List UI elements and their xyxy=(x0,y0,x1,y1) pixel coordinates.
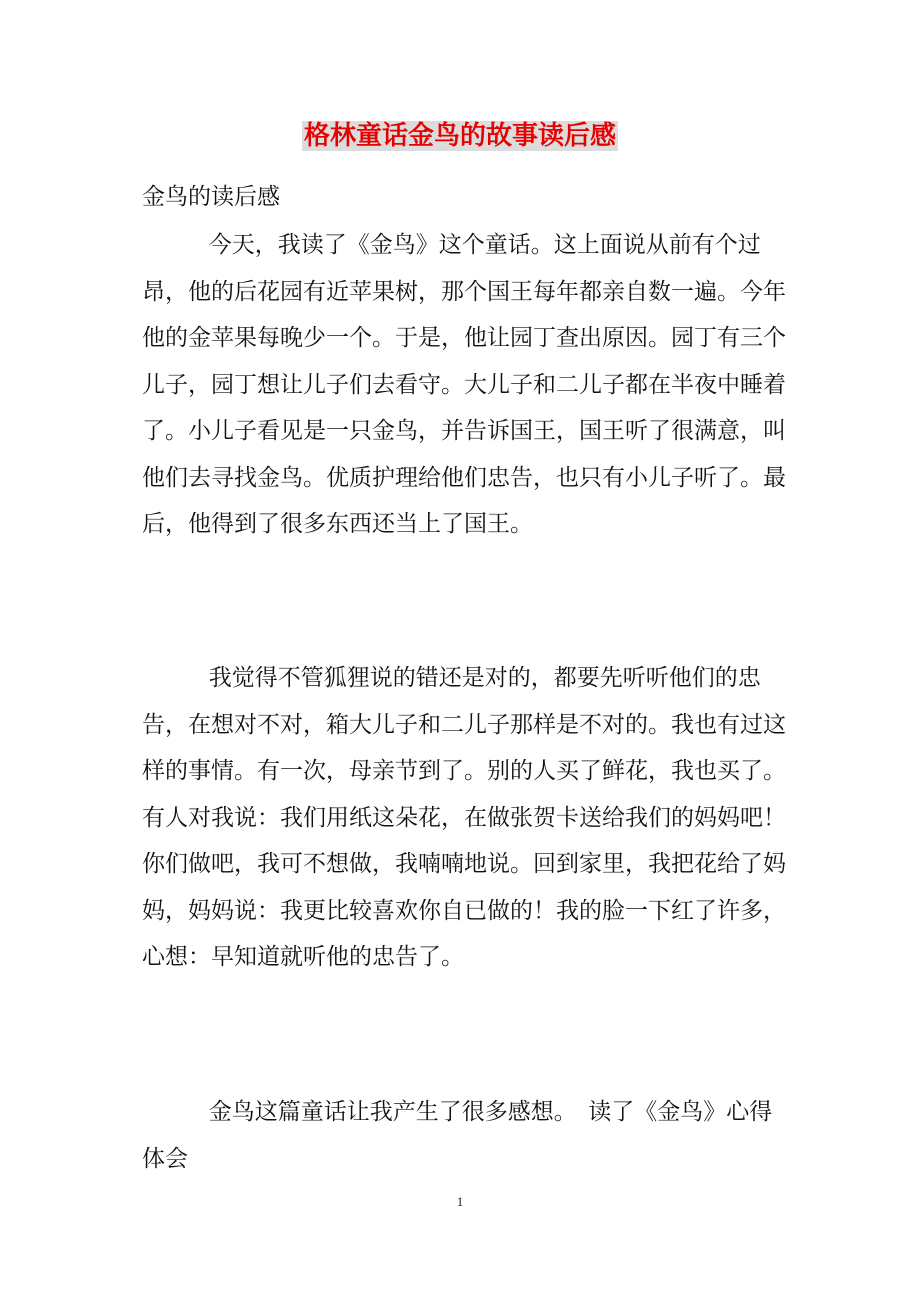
title-text: 格林童话金鸟的故事读后感 xyxy=(303,121,616,151)
page-number: 1 xyxy=(456,1194,464,1209)
document-title xyxy=(0,116,920,156)
paragraph-2: 我觉得不管狐狸说的错还是对的，都要先听听他们的忠告，在想对不对，箱大儿子和二儿子那样是不对的。我也有过这样的事情。有一次，母亲节到了。别的人买了鲜花，我也买了。有人对我说：我们用纸这朵花，在做张贺卡送给我们的妈妈吧！你们做吧，我可不想做，我喃喃地说。回到家里，我把花给了妈妈，妈妈说：我更比较喜欢你自已做的！我的脸一下红了许多，心想：早知道就听他的忠告了。 xyxy=(142,665,786,970)
paragraph-1: 今天，我读了《金鸟》这个童话。这上面说从前有个过昂，他的后花园有近苹果树，那个国王每年都亲自数一遍。今年他的金苹果每晚少一个。于是，他让园丁查出原因。园丁有三个儿子，园丁想让儿子们去看守。大儿子和二儿子都在半夜中睡着了。小儿子看见是一只金鸟，并告诉国王，国王听了很满意，叫他们去寻找金鸟。优质护理给他们忠告，也只有小儿子听了。最后，他得到了很多东西还当上了国王。 xyxy=(142,232,786,537)
subtitle: 金鸟的读后感 xyxy=(142,184,280,210)
paragraph-3: 金鸟这篇童话让我产生了很多感想。 读了《金鸟》心得体会 xyxy=(142,1099,773,1172)
